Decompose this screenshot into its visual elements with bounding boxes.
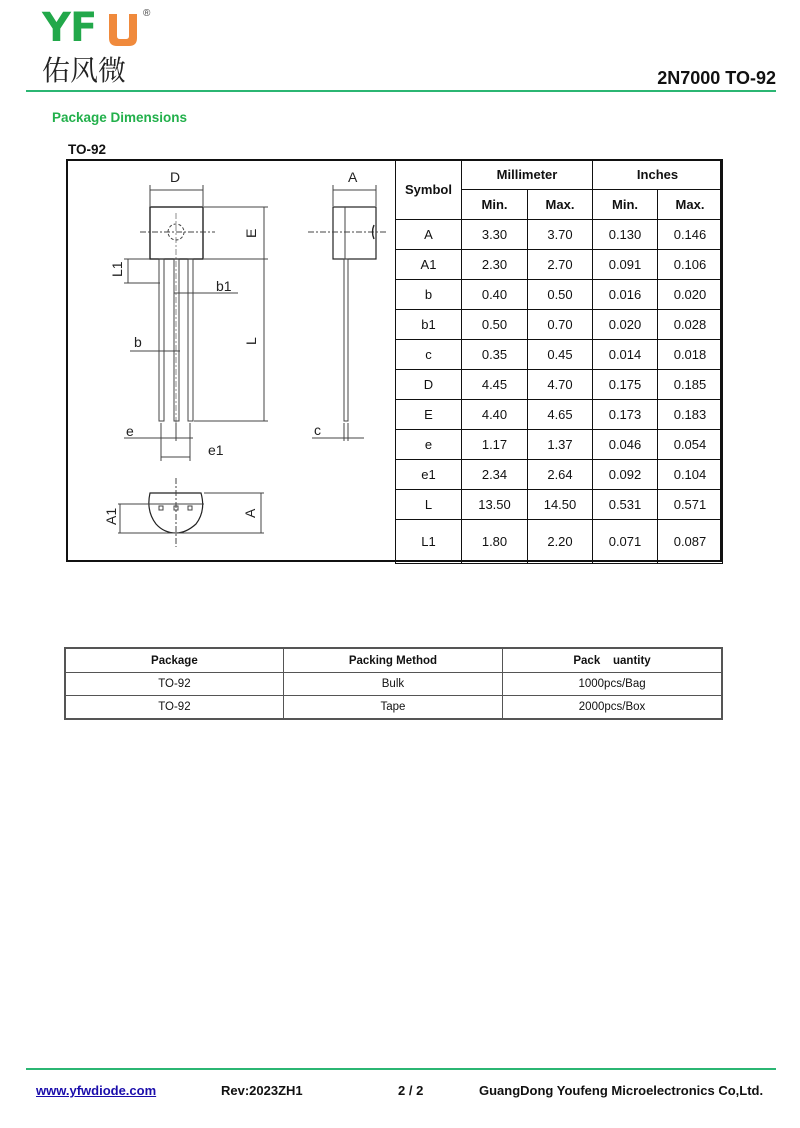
table-row [396, 400, 723, 430]
cell-mm-min: 0.35 [462, 340, 528, 370]
cell-in-max: 0.104 [658, 460, 723, 490]
cell-in-min: 0.020 [593, 310, 658, 340]
registered-mark: ® [143, 8, 151, 19]
lead-middle [174, 259, 179, 421]
cell-symbol: A1 [396, 250, 462, 280]
cell-in-max: 0.146 [658, 220, 723, 250]
cell-symbol: D [396, 370, 462, 400]
cell-mm-min: 2.30 [462, 250, 528, 280]
label-L: L [243, 337, 259, 345]
document-title: 2N7000 TO-92 [657, 68, 776, 88]
cell-in-min: 0.531 [593, 490, 658, 520]
header-millimeter: Millimeter [462, 160, 593, 190]
header-in-max: Max. [658, 190, 723, 220]
cell-symbol: E [396, 400, 462, 430]
cell-mm-max: 2.70 [528, 250, 593, 280]
cell-in-max: 0.183 [658, 400, 723, 430]
cell-symbol: L1 [396, 520, 462, 564]
cell-symbol: c [396, 340, 462, 370]
cell-mm-min: 0.40 [462, 280, 528, 310]
packing-table [64, 647, 723, 720]
cell-mm-max: 1.37 [528, 430, 593, 460]
cell-mm-min: 1.17 [462, 430, 528, 460]
side-lead [344, 259, 348, 421]
cell-mm-max: 14.50 [528, 490, 593, 520]
table-row [65, 696, 722, 720]
side-body [333, 207, 376, 259]
table-row [396, 430, 723, 460]
label-D: D [170, 169, 181, 185]
cell-in-max: 0.087 [658, 520, 723, 564]
logo-u-mark [108, 14, 138, 46]
cell-quantity: 2000pcs/Box [503, 696, 722, 720]
logo-chinese-text: 佑风微 [42, 54, 127, 87]
header-mm-min: Min. [462, 190, 528, 220]
label-A-bottom: A [242, 508, 258, 518]
cell-in-min: 0.130 [593, 220, 658, 250]
cell-in-max: 0.018 [658, 340, 723, 370]
header-divider [26, 90, 776, 92]
company-name: GuangDong Youfeng Microelectronics Co,Ltd. [479, 1083, 764, 1098]
logo-letters: YF [42, 5, 97, 51]
header-inches: Inches [593, 160, 723, 190]
label-b1: b1 [216, 278, 232, 294]
cell-mm-max: 0.50 [528, 280, 593, 310]
header-packing-method: Packing Method [283, 648, 502, 673]
cell-package: TO-92 [65, 696, 283, 720]
cell-mm-max: 0.45 [528, 340, 593, 370]
label-A1-bottom: A1 [103, 507, 119, 525]
cell-in-max: 0.185 [658, 370, 723, 400]
table-row [396, 520, 723, 564]
cell-quantity: 1000pcs/Bag [503, 673, 722, 696]
header-mm-max: Max. [528, 190, 593, 220]
lead-right [188, 259, 193, 421]
table-row [396, 460, 723, 490]
website-link[interactable]: www.yfwdiode.com [36, 1083, 157, 1098]
cell-in-min: 0.071 [593, 520, 658, 564]
table-row [396, 340, 723, 370]
cell-in-min: 0.173 [593, 400, 658, 430]
page-number: 2 / 2 [398, 1083, 424, 1098]
front-body [150, 207, 203, 259]
package-drawing [68, 161, 395, 560]
cell-package: TO-92 [65, 673, 283, 696]
cell-mm-min: 3.30 [462, 220, 528, 250]
cell-symbol: A [396, 220, 462, 250]
cell-in-min: 0.016 [593, 280, 658, 310]
cell-mm-max: 0.70 [528, 310, 593, 340]
company-logo [42, 5, 162, 88]
cell-in-max: 0.020 [658, 280, 723, 310]
revision: Rev:2023ZH1 [221, 1083, 303, 1098]
dimensions-table [395, 159, 723, 564]
section-title: Package Dimensions [52, 110, 188, 125]
label-A-side: A [348, 169, 358, 185]
label-E: E [243, 228, 259, 238]
header-package: Package [65, 648, 283, 673]
cell-mm-max: 3.70 [528, 220, 593, 250]
label-e: e [126, 423, 134, 439]
cell-mm-max: 4.70 [528, 370, 593, 400]
cell-mm-min: 4.40 [462, 400, 528, 430]
cell-mm-min: 0.50 [462, 310, 528, 340]
cell-in-min: 0.175 [593, 370, 658, 400]
cell-mm-min: 1.80 [462, 520, 528, 564]
cell-in-min: 0.046 [593, 430, 658, 460]
cell-in-min: 0.014 [593, 340, 658, 370]
cell-mm-max: 2.20 [528, 520, 593, 564]
label-e1: e1 [208, 442, 224, 458]
table-row [396, 250, 723, 280]
cell-method: Tape [283, 696, 502, 720]
cell-symbol: b1 [396, 310, 462, 340]
table-row [396, 370, 723, 400]
cell-mm-min: 2.34 [462, 460, 528, 490]
table-row [396, 280, 723, 310]
cell-in-min: 0.092 [593, 460, 658, 490]
header-in-min: Min. [593, 190, 658, 220]
cell-symbol: L [396, 490, 462, 520]
cell-in-max: 0.106 [658, 250, 723, 280]
cell-mm-max: 4.65 [528, 400, 593, 430]
cell-in-min: 0.091 [593, 250, 658, 280]
label-L1: L1 [109, 261, 125, 277]
package-label: TO-92 [68, 142, 107, 157]
cell-in-max: 0.571 [658, 490, 723, 520]
header-pack-quantity: Pack uantity [503, 648, 722, 673]
label-c: c [314, 422, 321, 438]
footer-divider [26, 1068, 776, 1070]
header-symbol: Symbol [396, 160, 462, 220]
table-row [396, 490, 723, 520]
cell-mm-min: 4.45 [462, 370, 528, 400]
cell-method: Bulk [283, 673, 502, 696]
cell-in-max: 0.028 [658, 310, 723, 340]
cell-symbol: e [396, 430, 462, 460]
label-b: b [134, 334, 142, 350]
cell-symbol: e1 [396, 460, 462, 490]
table-row [396, 310, 723, 340]
cell-in-max: 0.054 [658, 430, 723, 460]
cell-mm-max: 2.64 [528, 460, 593, 490]
cell-symbol: b [396, 280, 462, 310]
table-row [65, 673, 722, 696]
table-row [396, 220, 723, 250]
cell-mm-min: 13.50 [462, 490, 528, 520]
